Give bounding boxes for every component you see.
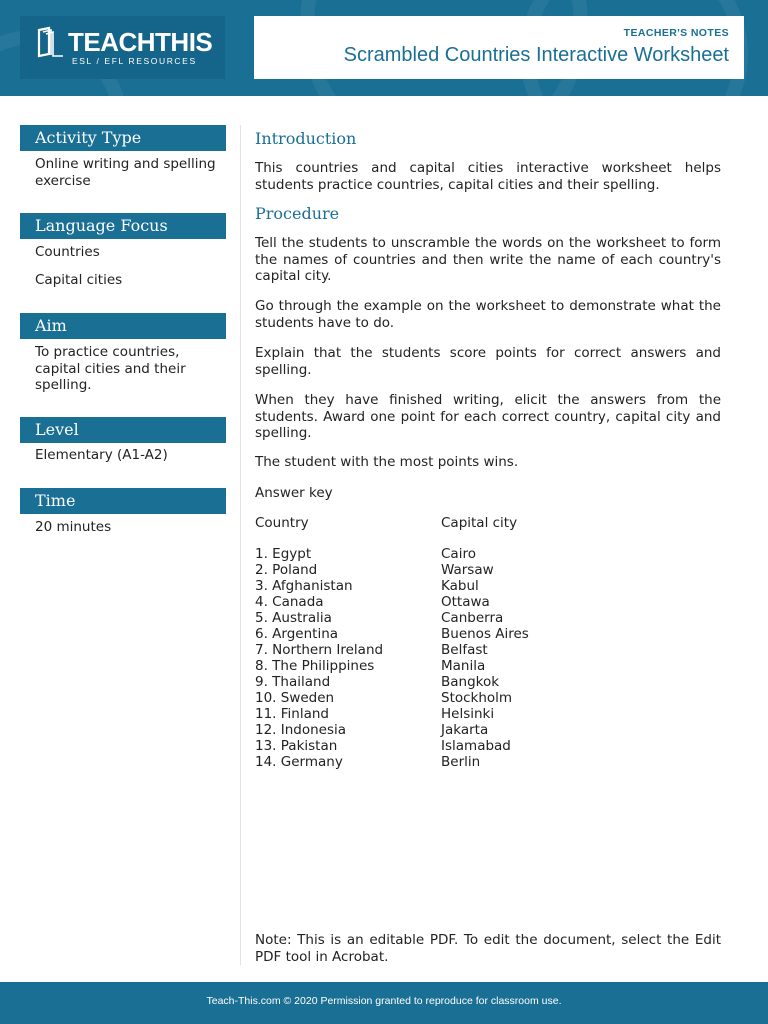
editable-pdf-note: Note: This is an editable PDF. To edit the document, select the Edit PDF tool in Acrobat. — [255, 932, 721, 965]
answer-key-label: Answer key — [255, 485, 333, 501]
copyright-text[interactable]: Teach-This.com © 2020 Permission granted to reproduce for classroom use. — [206, 995, 562, 1007]
answer-row — [255, 722, 721, 738]
answer-country: 14. Germany — [255, 754, 343, 770]
answer-key-list — [255, 546, 721, 770]
answer-row — [255, 594, 721, 610]
answer-row — [255, 706, 721, 722]
answer-country: 9. Thailand — [255, 674, 331, 690]
answer-capital: Warsaw — [441, 562, 494, 578]
answer-row — [255, 674, 721, 690]
answer-country: 6. Argentina — [255, 626, 339, 642]
teachthis-logo[interactable] — [20, 16, 225, 79]
answer-country: 5. Australia — [255, 610, 332, 626]
answer-country: 4. Canada — [255, 594, 324, 610]
answer-row — [255, 546, 721, 562]
answer-country: 10. Sweden — [255, 690, 335, 706]
procedure-heading: Procedure — [255, 204, 340, 223]
level-heading: Level — [20, 417, 226, 443]
answer-capital: Jakarta — [441, 722, 489, 738]
answer-capital: Berlin — [441, 754, 481, 770]
doc-kicker: TEACHER'S NOTES — [623, 27, 729, 39]
answer-country: 3. Afghanistan — [255, 578, 353, 594]
answer-row — [255, 626, 721, 642]
answer-country: 2. Poland — [255, 562, 318, 578]
procedure-step: The student with the most points wins. — [255, 454, 519, 470]
capital-column-header: Capital city — [441, 515, 518, 531]
activity-type-heading: Activity Type — [20, 125, 226, 151]
answer-country: 11. Finland — [255, 706, 329, 722]
procedure-step: Tell the students to unscramble the words on the worksheet to form the names of countries and then write the name of each country's capital city. — [255, 235, 721, 284]
time-text: 20 minutes — [35, 519, 112, 535]
activity-type-text: Online writing and spelling exercise — [35, 156, 216, 189]
answer-capital: Islamabad — [441, 738, 511, 754]
answer-capital: Manila — [441, 658, 486, 674]
answer-capital: Helsinki — [441, 706, 495, 722]
answer-country: 13. Pakistan — [255, 738, 338, 754]
column-divider — [240, 125, 241, 965]
answer-row — [255, 754, 721, 770]
answer-row — [255, 658, 721, 674]
language-focus-heading: Language Focus — [20, 213, 226, 239]
answer-capital: Stockholm — [441, 690, 513, 706]
answer-row — [255, 610, 721, 626]
language-focus-item: Countries — [35, 244, 100, 260]
answer-capital: Bangkok — [441, 674, 500, 690]
procedure-step: Explain that the students score points for correct answers and spelling. — [255, 345, 721, 378]
level-text: Elementary (A1-A2) — [35, 447, 168, 463]
logo-wordmark: TEACHTHIS — [68, 27, 213, 57]
logo-tagline: ESL / EFL RESOURCES — [72, 56, 197, 66]
answer-country: 8. The Philippines — [255, 658, 375, 674]
answer-capital: Canberra — [441, 610, 504, 626]
footer — [0, 982, 768, 1024]
header-banner — [0, 0, 768, 96]
answer-row — [255, 738, 721, 754]
country-column-header: Country — [255, 515, 309, 531]
language-focus-item: Capital cities — [35, 272, 123, 288]
answer-capital: Belfast — [441, 642, 488, 658]
procedure-step: When they have finished writing, elicit the answers from the students. Award one point for each correct country, capital city and spelling. — [255, 392, 721, 441]
page-title: Scrambled Countries Interactive Worksheet — [343, 44, 729, 66]
answer-capital: Kabul — [441, 578, 479, 594]
answer-country: 12. Indonesia — [255, 722, 347, 738]
answer-row — [255, 562, 721, 578]
book-icon — [36, 26, 66, 58]
answer-capital: Ottawa — [441, 594, 490, 610]
aim-text: To practice countries, capital cities and their spelling. — [35, 344, 186, 393]
aim-heading: Aim — [20, 313, 226, 339]
procedure-step: Go through the example on the worksheet to demonstrate what the students have to do. — [255, 298, 721, 331]
answer-country: 7. Northern Ireland — [255, 642, 384, 658]
introduction-text: This countries and capital cities interactive worksheet helps students practice countries, capital cities and their spelling. — [255, 160, 721, 193]
title-panel — [254, 16, 744, 79]
time-heading: Time — [20, 488, 226, 514]
answer-row — [255, 690, 721, 706]
answer-row — [255, 642, 721, 658]
answer-country: 1. Egypt — [255, 546, 312, 562]
answer-row — [255, 578, 721, 594]
answer-capital: Buenos Aires — [441, 626, 529, 642]
answer-capital: Cairo — [441, 546, 476, 562]
introduction-heading: Introduction — [255, 129, 357, 148]
